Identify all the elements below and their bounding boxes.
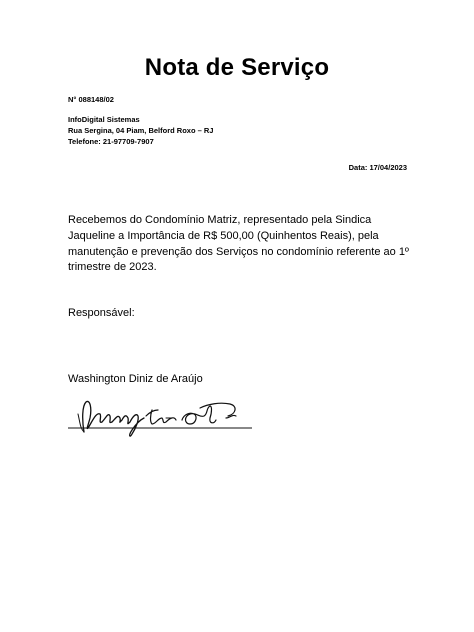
signature-stroke [83,401,144,436]
body-paragraph: Recebemos do Condomínio Matriz, representado pela Sindica Jaqueline a Importância de R$ 500,00 (Quinhentos Reais), pela manutenção e prevenção dos Serviços no condomínio referente ao 1º trimestre de 2023. [68,214,409,274]
company-name: InfoDigital Sistemas [68,115,140,124]
signature-stroke [200,403,236,418]
responsible-label: Responsável: [68,307,135,319]
signature-image [66,394,256,444]
signature-stroke [182,406,216,424]
page-title: Nota de Serviço [144,54,330,81]
company-address: Rua Sergina, 04 Piam, Belford Roxo – RJ [68,126,214,135]
company-phone: Telefone: 21-97709-7907 [68,137,154,146]
signer-name: Washington Diniz de Araújo [68,373,203,385]
company-info [68,114,213,147]
document-number: N° 088148/02 [68,95,114,104]
document-date: Data: 17/04/2023 [348,163,407,172]
signature-stroke [146,410,176,424]
